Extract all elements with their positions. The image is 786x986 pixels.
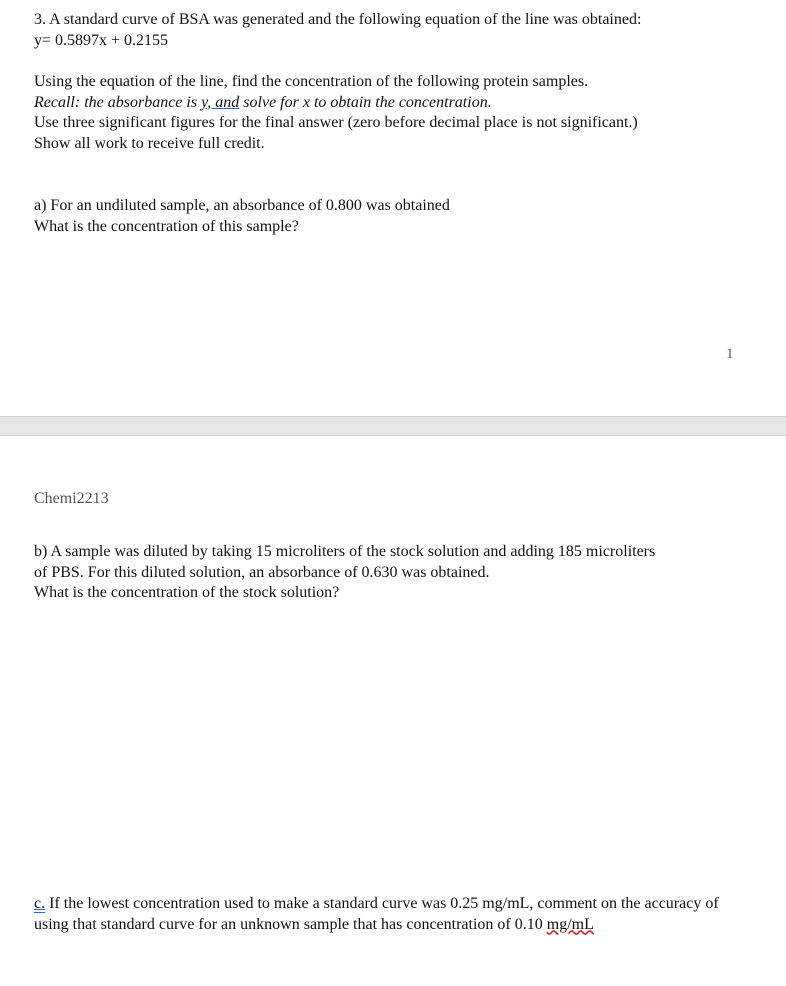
- part-c-unit: mg/mL: [546, 915, 594, 933]
- recall-underlined-text: y, and: [201, 93, 240, 111]
- recall-suffix: solve for x to obtain the concentration.: [239, 93, 492, 111]
- part-a-question: What is the concentration of this sample?: [34, 217, 299, 235]
- part-b-statement-line-2: of PBS. For this diluted solution, an absorbance of 0.630 was obtained.: [34, 563, 490, 581]
- instruction-sig-figs: Use three significant figures for the final answer (zero before decimal place is not significant.): [34, 114, 638, 131]
- part-a-statement: a) For an undiluted sample, an absorbance of 0.800 was obtained: [34, 197, 450, 214]
- page-break: [0, 416, 786, 436]
- page-header: Chemi2213: [34, 490, 109, 507]
- recall-prefix: Recall: the absorbance is: [34, 93, 202, 111]
- part-b-statement-line-1: b) A sample was diluted by taking 15 microliters of the stock solution and adding 185 microliters: [34, 543, 656, 560]
- document-page-1: [0, 0, 786, 416]
- instructions: [34, 72, 749, 154]
- part-c: [34, 894, 734, 935]
- line-equation: y= 0.5897x + 0.2155: [34, 31, 169, 49]
- question-3-intro: [34, 10, 749, 51]
- part-a: [34, 196, 749, 237]
- instruction-show-work: Show all work to receive full credit.: [34, 134, 265, 152]
- part-b: [34, 542, 749, 604]
- instruction-find-concentration: Using the equation of the line, find the concentration of the following protein samples.: [34, 73, 589, 90]
- part-c-label: c.: [34, 895, 46, 912]
- question-3-statement: 3. A standard curve of BSA was generated and the following equation of the line was obtained:: [34, 11, 642, 28]
- part-b-question: What is the concentration of the stock solution?: [34, 584, 340, 601]
- page-number: 1: [726, 346, 734, 362]
- part-c-text: If the lowest concentration used to make a standard curve was 0.25 mg/mL, comment on the accuracy of using that standard curve for an unknown sample that has concentration of 0.10: [34, 895, 719, 933]
- instruction-recall: [34, 93, 749, 114]
